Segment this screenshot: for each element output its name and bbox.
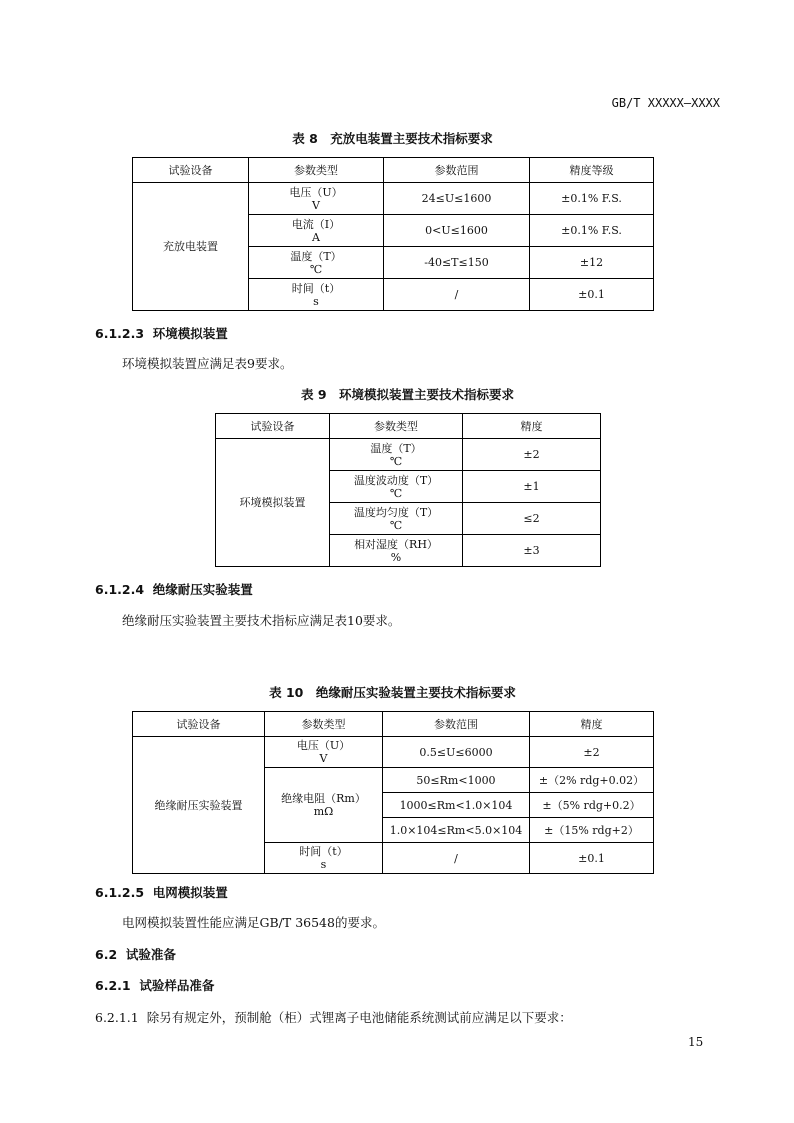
table-row [216,439,601,471]
table8-range-cell: 0<U≤1600 [384,215,530,247]
section-text: 除另有规定外，预制舱（柜）式锂离子电池储能系统测试前应满足以下要求： [146,1010,572,1025]
section-number: 6.2.1 [95,978,131,993]
section-62-heading [95,945,176,963]
table9-param-cell [330,471,463,503]
table8-param-cell [249,183,384,215]
table8-header-device: 试验设备 [133,158,249,183]
param-name: 温度（T） [370,441,422,455]
table10-header-device: 试验设备 [133,712,265,737]
section-621-heading [95,976,214,994]
table9-accuracy-cell: ±3 [463,535,601,567]
table8-header-param: 参数类型 [249,158,384,183]
table10-header-accuracy: 精度 [530,712,654,737]
table8-param-cell [249,247,384,279]
table9-device-cell: 环境模拟装置 [216,439,330,567]
table8-range-cell: -40≤T≤150 [384,247,530,279]
section-title: 试验样品准备 [139,978,215,993]
table8-accuracy-cell: ±0.1% F.S. [530,215,654,247]
param-unit: s [320,858,327,871]
table-row [133,183,654,215]
section-number: 6.2 [95,947,118,962]
table10-accuracy-cell: ±（5% rdg+0.2） [530,793,654,818]
table8-device-cell: 充放电装置 [133,183,249,311]
section-6123-heading [95,324,228,342]
table10-range-cell: 0.5≤U≤6000 [383,737,530,768]
table8-caption: 表 8 充放电装置主要技术指标要求 [292,131,493,146]
section-6125-text: 电网模拟装置性能应满足GB/T 36548的要求。 [122,915,385,930]
param-unit: V [312,198,320,212]
param-name: 电压（U） [296,739,351,752]
table10-accuracy-cell: ±2 [530,737,654,768]
table9-param-cell [330,503,463,535]
table8-range-cell: / [384,279,530,311]
param-name: 时间（t） [299,845,348,858]
table10-param-cell [265,768,383,843]
table8-header-row [133,158,654,183]
table10-range-cell: 1000≤Rm<1.0×104 [383,793,530,818]
table10-range-cell: 1.0×104≤Rm<5.0×104 [383,818,530,843]
table10-range-cell: 50≤Rm<1000 [383,768,530,793]
table10-header-range: 参数范围 [383,712,530,737]
section-6124-text: 绝缘耐压实验装置主要技术指标应满足表10要求。 [122,613,401,628]
table8-header-accuracy: 精度等级 [530,158,654,183]
param-name: 电流（I） [291,217,341,231]
param-unit: V [319,752,328,765]
param-name: 相对湿度（RH） [354,537,438,551]
table9-header-row [216,414,601,439]
table8-accuracy-cell: ±0.1 [530,279,654,311]
section-6211-paragraph [95,1008,572,1026]
table-row [133,737,654,768]
table10-caption: 表 10 绝缘耐压实验装置主要技术指标要求 [269,685,516,700]
param-name: 电压（U） [289,185,343,199]
param-unit: ℃ [389,486,403,500]
section-6125-heading [95,883,228,901]
table10-header-row [133,712,654,737]
section-title: 绝缘耐压实验装置 [152,582,253,597]
page-number: 15 [688,1035,704,1049]
param-unit: mΩ [313,805,334,818]
section-number: 6.1.2.4 [95,582,145,597]
table9-accuracy-cell: ±1 [463,471,601,503]
table10-header-param: 参数类型 [265,712,383,737]
param-unit: s [313,294,319,308]
section-number: 6.1.2.5 [95,885,145,900]
table10-param-cell [265,843,383,874]
table9 [215,413,601,567]
table8-range-cell: 24≤U≤1600 [384,183,530,215]
table10-range-cell: / [383,843,530,874]
table8-param-cell [249,279,384,311]
param-name: 温度波动度（T） [353,473,439,487]
table9-header-device: 试验设备 [216,414,330,439]
section-title: 电网模拟装置 [152,885,228,900]
param-name: 时间（t） [291,281,341,295]
section-title: 试验准备 [125,947,176,962]
table9-accuracy-cell: ≤2 [463,503,601,535]
table9-caption: 表 9 环境模拟装置主要技术指标要求 [300,387,515,402]
table8 [132,157,654,311]
table8-header-range: 参数范围 [384,158,530,183]
table10-param-cell [265,737,383,768]
section-6124-heading [95,580,253,598]
section-number: 6.1.2.3 [95,326,145,341]
table8-accuracy-cell: ±0.1% F.S. [530,183,654,215]
param-unit: ℃ [389,454,403,468]
param-name: 温度（T） [290,249,342,263]
table8-accuracy-cell: ±12 [530,247,654,279]
table10-accuracy-cell: ±（15% rdg+2） [530,818,654,843]
param-unit: A [312,230,320,244]
param-unit: ℃ [389,518,403,532]
table10-accuracy-cell: ±0.1 [530,843,654,874]
table10 [132,711,654,874]
table9-param-cell [330,535,463,567]
table9-header-param: 参数类型 [330,414,463,439]
standard-code: GB/T XXXXX—XXXX [611,96,720,110]
param-name: 温度均匀度（T） [353,505,439,519]
table10-device-cell: 绝缘耐压实验装置 [133,737,265,874]
table9-header-accuracy: 精度 [463,414,601,439]
table9-accuracy-cell: ±2 [463,439,601,471]
section-title: 环境模拟装置 [152,326,228,341]
table8-param-cell [249,215,384,247]
table10-accuracy-cell: ±（2% rdg+0.02） [530,768,654,793]
param-unit: % [390,550,402,564]
section-6123-text: 环境模拟装置应满足表9要求。 [122,356,293,371]
table9-param-cell [330,439,463,471]
param-unit: ℃ [309,262,323,276]
section-number: 6.2.1.1 [95,1010,139,1025]
param-name: 绝缘电阻（Rm） [281,792,366,805]
